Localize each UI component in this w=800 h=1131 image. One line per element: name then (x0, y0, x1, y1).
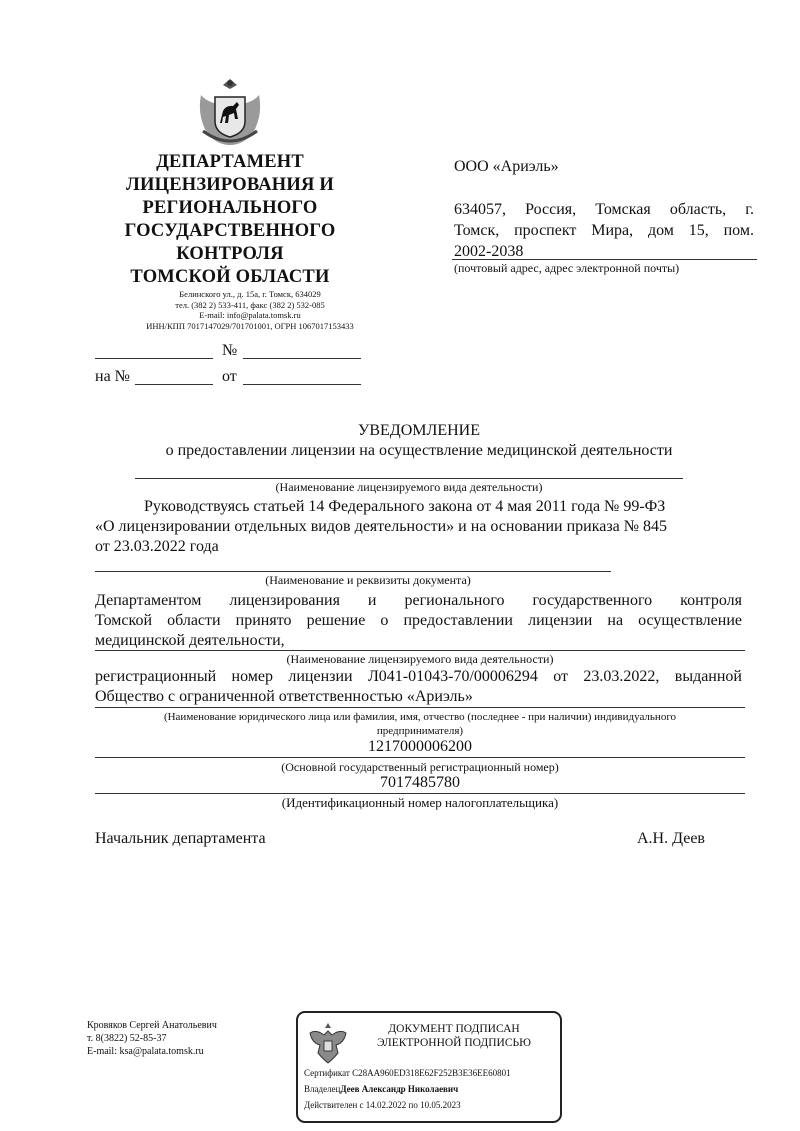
license-caption-line: предпринимателя) (376, 725, 464, 737)
signatory-position: Начальник департамента (95, 830, 266, 847)
department-name-line: РЕГИОНАЛЬНОГО (142, 198, 318, 218)
license-paragraph (95, 667, 742, 707)
notice-subtitle-caption: (Наименование лицензируемого вида деятельности) (275, 480, 543, 494)
recipient-address-line: Томск, проспект Мира, дом 15, пом. (454, 222, 754, 239)
reference-prefix: на № (95, 368, 130, 385)
license-caption (95, 710, 745, 738)
recipient-address (454, 199, 754, 262)
basis-caption: (Наименование и реквизиты документа) (265, 573, 471, 587)
executor-phone: т. 8(3822) 52-85-37 (87, 1033, 167, 1044)
contact-line: Белинского ул., д. 15а, г. Томск, 634029 (179, 289, 321, 299)
reference-number-line (135, 384, 213, 385)
license-line: Общество с ограниченной ответственностью «Ариэль» (95, 688, 473, 705)
basis-line: от 23.03.2022 года (95, 538, 219, 555)
eagle-emblem-icon (306, 1019, 350, 1067)
recipient-name: ООО «Ариэль» (454, 158, 559, 175)
basis-line: Руководствуясь статьей 14 Федерального закона от 4 мая 2011 года № 99-ФЗ (144, 498, 666, 515)
ogrn-value: 1217000006200 (368, 738, 472, 755)
department-name-line: ЛИЦЕНЗИРОВАНИЯ И (126, 175, 334, 195)
outgoing-date-line (95, 358, 213, 359)
stamp-title (362, 1022, 546, 1050)
reference-date-line (243, 384, 361, 385)
notice-title: УВЕДОМЛЕНИЕ (358, 422, 480, 439)
department-name-line: ДЕПАРТАМЕНТ (156, 152, 304, 172)
coat-of-arms-emblem (193, 75, 267, 149)
decision-line: Департаментом лицензирования и регионального государственного контроля (95, 592, 742, 609)
stamp-validity: Действителен с 14.02.2022 по 10.05.2023 (304, 1100, 461, 1110)
department-name (100, 151, 360, 289)
decision-caption: (Наименование лицензируемого вида деятельности) (286, 652, 554, 666)
stamp-title-line: ЭЛЕКТРОННОЙ ПОДПИСЬЮ (377, 1037, 531, 1049)
license-line: регистрационный номер лицензии Л041-01043-70/00006294 от 23.03.2022, выданной (95, 668, 742, 685)
notice-subtitle: о предоставлении лицензии на осуществление медицинской деятельности (165, 442, 673, 459)
executor-email: E-mail: ksa@palata.tomsk.ru (87, 1046, 204, 1057)
signatory-name: А.Н. Деев (637, 830, 705, 847)
decision-line: Томской области принято решение о предоставлении лицензии на осуществление (95, 612, 742, 629)
basis-paragraph (95, 497, 745, 557)
stamp-owner (304, 1084, 458, 1094)
certificate-label: Сертификат (304, 1068, 350, 1078)
inn-underline (95, 793, 745, 794)
electronic-signature-stamp (296, 1011, 562, 1123)
certificate-number: C28AA960ED318E62F252B3E36EE60801 (352, 1068, 511, 1078)
contact-line: E-mail: info@palata.tomsk.ru (199, 310, 301, 320)
ogrn-caption: (Основной государственный регистрационный номер) (281, 760, 559, 774)
license-caption-line: (Наименование юридического лица или фамилия, имя, отчество (последнее - при наличии) индивидуального (163, 711, 677, 723)
ogrn-underline (95, 757, 745, 758)
license-underline (95, 707, 745, 708)
reference-from-label: от (222, 368, 237, 385)
basis-underline (95, 571, 611, 572)
recipient-address-underline (452, 259, 757, 260)
executor-info (87, 1019, 217, 1058)
decision-underline (95, 650, 745, 651)
basis-line: «О лицензировании отдельных видов деятельности» и на основании приказа № 845 (95, 518, 668, 535)
stamp-certificate (304, 1068, 511, 1078)
notice-subtitle-underline (135, 478, 683, 479)
inn-value: 7017485780 (380, 774, 460, 791)
department-name-line: ГОСУДАРСТВЕННОГО (124, 221, 336, 241)
department-contacts (70, 289, 430, 331)
department-name-line: КОНТРОЛЯ (176, 244, 284, 264)
decision-line: медицинской деятельности, (95, 632, 285, 649)
outgoing-number-line (243, 358, 361, 359)
recipient-address-line: 2002-2038 (454, 243, 524, 260)
owner-label: Владелец (304, 1084, 341, 1094)
stamp-title-line: ДОКУМЕНТ ПОДПИСАН (388, 1023, 520, 1035)
decision-paragraph (95, 591, 742, 651)
recipient-address-caption: (почтовый адрес, адрес электронной почты) (454, 261, 680, 275)
outgoing-number-sign: № (222, 342, 238, 359)
contact-line: ИНН/КПП 7017147029/701701001, ОГРН 1067017153433 (146, 320, 354, 331)
inn-caption: (Идентификационный номер налогоплательщика) (281, 795, 559, 810)
recipient-address-line: 634057, Россия, Томская область, г. (454, 201, 754, 218)
department-name-line: ТОМСКОЙ ОБЛАСТИ (130, 267, 330, 287)
owner-name: Деев Александр Николаевич (340, 1084, 459, 1094)
contact-line: тел. (382 2) 533-411, факс (382 2) 532-085 (175, 299, 325, 310)
executor-name: Кровяков Сергей Анатольевич (87, 1020, 217, 1031)
